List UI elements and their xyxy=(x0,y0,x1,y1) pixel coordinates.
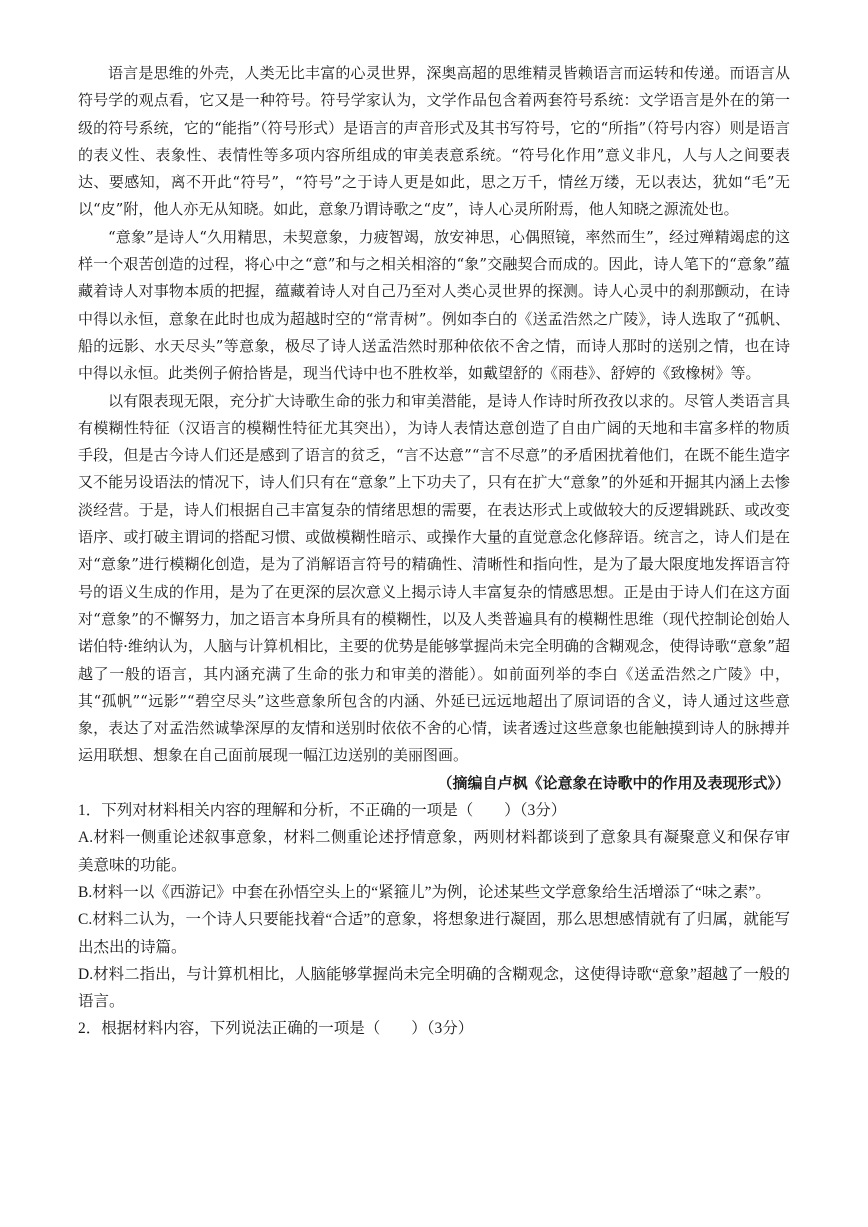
option-d: D.材料二指出，与计算机相比，人脑能够掌握尚未完全明确的含糊观念，这使得诗歌“意象”超越了一般的语言。 xyxy=(78,965,790,1011)
question-1 xyxy=(78,797,790,1015)
document-page xyxy=(78,60,790,1043)
option-b: B.材料一以《西游记》中套在孙悟空头上的“紧箍儿”为例，论述某些文学意象给生活增添了“味之素”。 xyxy=(78,883,771,901)
question-stem: 1．下列对材料相关内容的理解和分析，不正确的一项是（ ）（3分） xyxy=(78,802,567,820)
passage-paragraph-3: 以有限表现无限，充分扩大诗歌生命的张力和审美潜能，是诗人作诗时所孜孜以求的。尽管人类语言具有模糊性特征（汉语言的模糊性特征尤其突出），为诗人表情达意创造了自由广阔的天地和丰富多样的物质手段，但是古今诗人们还是感到了语言的贫乏，“言不达意”“言不尽意”的矛盾困扰着他们，在既不能生造字又不能另设语法的情况下，诗人们只有在“意象”上下功夫了，只有在扩大“意象”的外延和开掘其内涵上去惨淡经营。于是，诗人们根据自己丰富复杂的情绪思想的需要，在表达形式上或做较大的反逻辑跳跃、或改变语序、或打破主谓词的搭配习惯、或做模糊性暗示、或操作大量的直觉意念化修辞语。统言之，诗人们是在对“意象”进行模糊化创造，是为了消解语言符号的精确性、清晰性和指向性，是为了最大限度地发挥语言符号的语义生成的作用，是为了在更深的层次意义上揭示诗人丰富复杂的情感思想。正是由于诗人们在这方面对“意象”的不懈努力，加之语言本身所具有的模糊性，以及人类普遍具有的模糊性思维（现代控制论创始人诺伯特·维纳认为，人脑与计算机相比，主要的优势是能够掌握尚未完全明确的含糊观念，使得诗歌“意象”超越了一般的语言，其内涵充满了生命的张力和审美的潜能）。如前面列举的李白《送孟浩然之广陵》中，其“孤帆”“远影”“碧空尽头”这些意象所包含的内涵、外延已远远地超出了原词语的含义，诗人通过这些意象，表达了对孟浩然诚挚深厚的友情和送别时依依不舍的心情，读者透过这些意象也能触摸到诗人的脉搏并运用联想、想象在自己面前展现一幅江边送别的美丽图画。 xyxy=(78,391,790,765)
option-c: C.材料二认为，一个诗人只要能找着“合适”的意象，将想象进行凝固，那么思想感情就有了归属，就能写出杰出的诗篇。 xyxy=(78,911,790,956)
passage-paragraph-1: 语言是思维的外壳，人类无比丰富的心灵世界，深奥高超的思维精灵皆赖语言而运转和传递。而语言从符号学的观点看，它又是一种符号。符号学家认为，文学作品包含着两套符号系统：文学语言是外在的第一级的符号系统，它的“能指”（符号形式）是语言的声音形式及其书写符号，它的“所指”（符号内容）则是语言的表义性、表象性、表情性等多项内容所组成的审美表意系统。“符号化作用”意义非凡，人与人之间要表达、要感知，离不开此“符号”，“符号”之于诗人更是如此，思之万千，情丝万缕，无以表达，犹如“毛”无以“皮”附，他人亦无从知晓。如此，意象乃谓诗歌之“皮”，诗人心灵所附焉，他人知晓之源流处也。 xyxy=(78,64,790,219)
passage-paragraph-2: “意象”是诗人“久用精思，未契意象，力疲智竭，放安神思，心偶照镜，率然而生”，经过殚精竭虑的这样一个艰苦创造的过程，将心中之“意”和与之相关相溶的“象”交融契合而成的。因此，诗人笔下的“意象”蕴藏着诗人对事物本质的把握，蕴藏着诗人对自己乃至对人类心灵世界的探测。诗人心灵中的刹那颤动，在诗中得以永恒，意象在此时也成为超越时空的“常青树”。例如李白的《送孟浩然之广陵》，诗人选取了“孤帆、船的远影、水天尽头”等意象，极尽了诗人送孟浩然时那种依依不舍之情，而诗人那时的送别之情，也在诗中得以永恒。此类例子俯拾皆是，现当代诗中也不胜枚举，如戴望舒的《雨巷》、舒婷的《致橡树》等。 xyxy=(78,227,790,383)
question-stem: 2．根据材料内容，下列说法正确的一项是（ ）（3分） xyxy=(78,1020,474,1038)
option-a: A.材料一侧重论述叙事意象，材料二侧重论述抒情意象，两则材料都谈到了意象具有凝聚意义和保存审美意味的功能。 xyxy=(78,829,790,874)
passage xyxy=(78,60,790,797)
passage-source: （摘编自卢枫《论意象在诗歌中的作用及表现形式》） xyxy=(437,773,790,792)
question-2 xyxy=(78,1015,790,1042)
